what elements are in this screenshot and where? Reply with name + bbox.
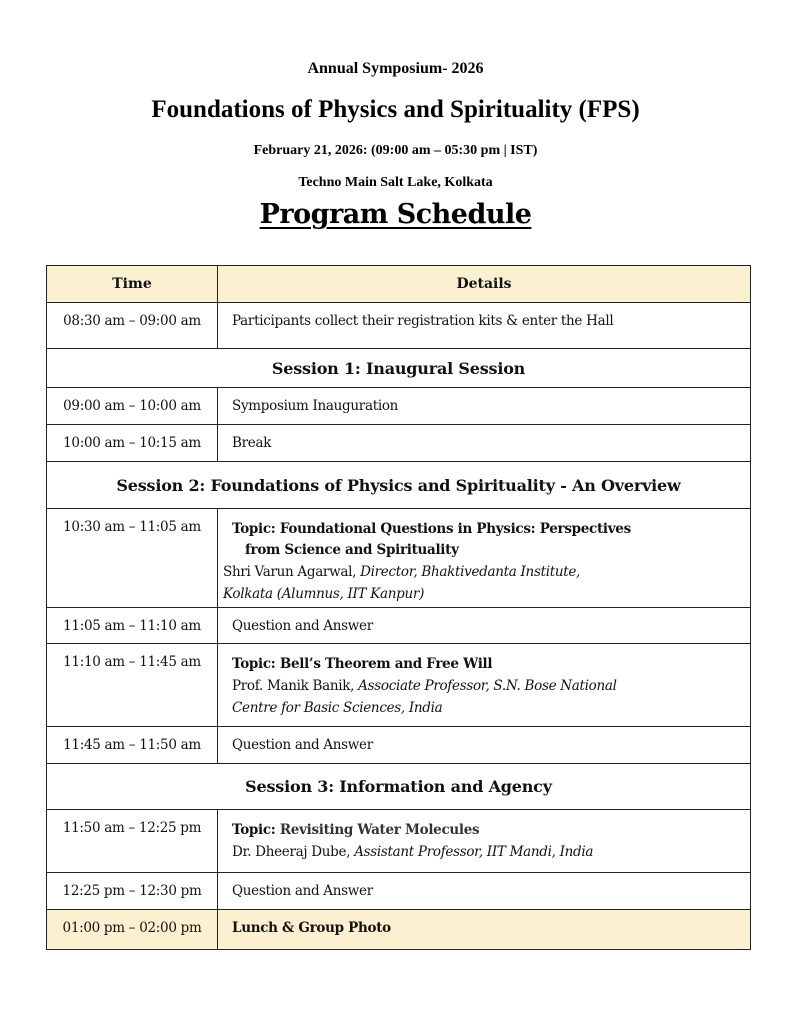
speaker-name: Dr. Dheeraj Dube, [232,844,355,860]
time-cell: 10:30 am – 11:05 am [47,509,218,608]
time-cell: 08:30 am – 09:00 am [47,303,218,349]
table-row [47,388,751,425]
table-row [47,608,751,644]
speaker-affiliation: Director, Bhaktivedanta Institute, [360,564,581,580]
speaker-affiliation-continued: Centre for Basic Sciences, India [232,700,443,716]
details-cell: Lunch & Group Photo [218,910,751,950]
table-row [47,509,751,608]
speaker-affiliation: Assistant Professor, IIT Mandi, India [354,844,594,860]
event-venue: Techno Main Salt Lake, Kolkata [298,175,493,190]
speaker-line [223,561,736,583]
topic-title-continued: from Science and Spirituality [245,542,459,558]
topic-label: Topic: [232,822,276,838]
details-cell: Participants collect their registration kits & enter the Hall [218,303,751,349]
column-header-details: Details [218,266,751,303]
speaker-name: Prof. Manik Banik, [232,678,359,694]
time-cell: 11:05 am – 11:10 am [47,608,218,644]
column-header-time: Time [47,266,218,303]
session-title: Session 1: Inaugural Session [47,349,751,388]
event-date: February 21, 2026: (09:00 am – 05:30 pm | IST) [253,143,538,158]
table-row [47,810,751,873]
symposium-title: Foundations of Physics and Spirituality (FPS) [151,96,640,123]
details-cell: Break [218,425,751,462]
topic-title: Topic: Foundational Questions in Physics: Perspectives [232,521,631,537]
details-cell [218,644,751,727]
time-cell: 12:25 pm – 12:30 pm [47,873,218,910]
topic-text: Revisiting Water Molecules [275,822,480,838]
speaker-line [232,675,736,697]
details-cell [218,509,751,608]
table-header-row [47,266,751,303]
session-row [47,462,751,509]
details-cell: Question and Answer [218,873,751,910]
topic-title: Topic: Bell’s Theorem and Free Will [232,656,493,672]
details-cell: Question and Answer [218,727,751,764]
time-cell: 11:10 am – 11:45 am [47,644,218,727]
speaker-line [232,841,736,863]
table-row [47,727,751,764]
session-row [47,764,751,810]
time-cell: 10:00 am – 10:15 am [47,425,218,462]
topic-title [232,820,736,841]
details-cell: Symposium Inauguration [218,388,751,425]
session-title: Session 3: Information and Agency [47,764,751,810]
session-row [47,349,751,388]
symposium-subtitle: Annual Symposium- 2026 [307,60,484,77]
details-cell: Question and Answer [218,608,751,644]
speaker-affiliation: Associate Professor, S.N. Bose National [358,678,617,694]
time-cell: 11:50 am – 12:25 pm [47,810,218,873]
time-cell: 09:00 am – 10:00 am [47,388,218,425]
time-cell: 01:00 pm – 02:00 pm [47,910,218,950]
session-title: Session 2: Foundations of Physics and Spirituality - An Overview [47,462,751,509]
schedule-table [46,265,751,950]
table-row [47,644,751,727]
speaker-affiliation-continued: Kolkata (Alumnus, IIT Kanpur) [223,586,425,602]
time-cell: 11:45 am – 11:50 am [47,727,218,764]
speaker-name: Shri Varun Agarwal, [223,564,361,580]
lunch-row [47,910,751,950]
details-cell [218,810,751,873]
table-row [47,425,751,462]
table-row [47,303,751,349]
program-schedule-heading: Program Schedule [259,199,532,230]
table-row [47,873,751,910]
